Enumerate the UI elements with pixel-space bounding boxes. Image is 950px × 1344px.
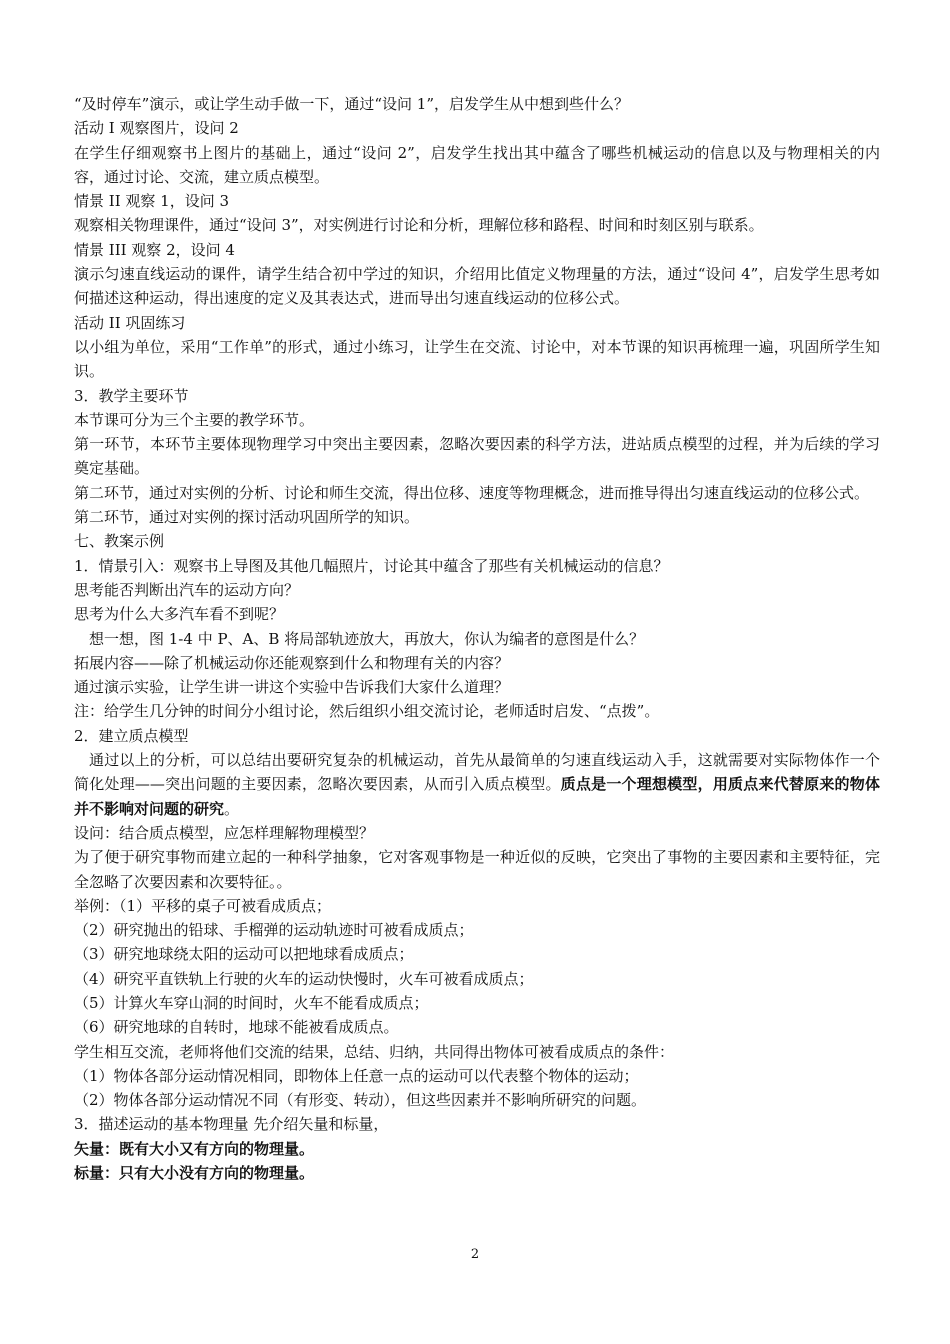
section-heading: 2．建立质点模型 (74, 726, 189, 745)
paragraph: 演示匀速直线运动的课件，请学生结合初中学过的知识，介绍用比值定义物理量的方法，通过“设问 4”，启发学生思考如何描述这种运动，得出速度的定义及其表达式，进而导出匀速直线运动的位移公式。 (74, 265, 880, 308)
paragraph-text: 通过以上的分析，可以总结出要研究复杂的机械运动，首先从最简单的匀速直线运动入手，这就需要对实际物体作一个简化处理——突出问题的主要因素，忽略次要因素，从而引入质点模型。 (74, 751, 880, 794)
paragraph: 思考能否判断出汽车的运动方向？ (74, 580, 300, 599)
scalar-definition: 标量：只有大小没有方向的物理量。 (74, 1164, 315, 1183)
paragraph: 第一环节，本环节主要体现物理学习中突出主要因素，忽略次要因素的科学方法，进站质点模型的过程，并为后续的学习奠定基础。 (74, 435, 880, 478)
list-item: （6）研究地球的自转时，地球不能被看成质点。 (74, 1018, 399, 1037)
paragraph: 第二环节，通过对实例的探讨活动巩固所学的知识。 (74, 508, 420, 527)
section-heading: 活动 I 观察图片，设问 2 (74, 119, 239, 138)
paragraph: 拓展内容——除了机械运动你还能观察到什么和物理有关的内容？ (74, 653, 510, 672)
section-heading: 情景 III 观察 2，设问 4 (74, 240, 235, 259)
list-item: 举例：（1）平移的桌子可被看成质点； (74, 896, 332, 915)
bold-definition (74, 1161, 880, 1185)
bold-definition (74, 1137, 880, 1161)
paragraph: 思考为什么大多汽车看不到呢？ (74, 605, 285, 624)
paragraph-text: 。 (224, 799, 240, 818)
list-item: （2）研究抛出的铅球、手榴弹的运动轨迹时可被看成质点； (74, 921, 474, 940)
list-item: （2）物体各部分运动情况不同（有形变、转动），但这些因素并不影响所研究的问题。 (74, 1091, 647, 1110)
section-heading: 七、教案示例 (74, 532, 165, 551)
paragraph: “及时停车”演示，或让学生动手做一下，通过“设问 1”，启发学生从中想到些什么？ (74, 95, 629, 113)
paragraph: 本节课可分为三个主要的教学环节。 (74, 410, 315, 429)
section-heading: 活动 II 巩固练习 (74, 313, 186, 332)
paragraph: 以小组为单位，采用“工作单”的形式，通过小练习，让学生在交流、讨论中，对本节课的知识再梳理一遍，巩固所学生知识。 (74, 337, 880, 381)
note-paragraph: 注：给学生几分钟的时间分小组讨论，然后组织小组交流讨论，老师适时启发、“点拨”。 (74, 702, 660, 721)
paragraph: 学生相互交流，老师将他们交流的结果，总结、归纳，共同得出物体可被看成质点的条件： (74, 1042, 675, 1061)
paragraph: 第二环节，通过对实例的分析、讨论和师生交流，得出位移、速度等物理概念，进而推导得出匀速直线运动的位移公式。 (74, 483, 870, 502)
paragraph (74, 748, 880, 821)
paragraph: 1．情景引入：观察书上导图及其他几幅照片，讨论其中蕴含了那些有关机械运动的信息？ (74, 556, 669, 575)
document-body (74, 92, 880, 1185)
list-item: （3）研究地球绕太阳的运动可以把地球看成质点； (74, 945, 414, 964)
paragraph: 通过演示实验，让学生讲一讲这个实验中告诉我们大家什么道理？ (74, 678, 510, 697)
vector-definition: 矢量：既有大小又有方向的物理量。 (74, 1139, 315, 1158)
list-item: （5）计算火车穿山洞的时间时，火车不能看成质点； (74, 993, 429, 1012)
list-item: （1）物体各部分运动情况相同，即物体上任意一点的运动可以代表整个物体的运动； (74, 1066, 639, 1085)
paragraph: 在学生仔细观察书上图片的基础上，通过“设问 2”，启发学生找出其中蕴含了哪些机械运动的信息以及与物理相关的内容，通过讨论、交流，建立质点模型。 (74, 143, 880, 186)
paragraph: 设问：结合质点模型，应怎样理解物理模型？ (74, 823, 375, 842)
page-number: 2 (470, 1247, 480, 1262)
section-heading: 3．教学主要环节 (74, 386, 189, 405)
paragraph: 想一想，图 1-4 中 P、A、B 将局部轨迹放大，再放大，你认为编者的意图是什么？ (89, 629, 645, 648)
list-item: （4）研究平直铁轨上行驶的火车的运动快慢时，火车可被看成质点； (74, 969, 534, 988)
section-heading: 3．描述运动的基本物理量 先介绍矢量和标量， (74, 1115, 389, 1134)
bold-definition: 质点是一个理想模型，用质点来代替原来的物体并不影响对问题的研究 (74, 775, 880, 818)
paragraph: 观察相关物理课件，通过“设问 3”，对实例进行讨论和分析，理解位移和路程、时间和时刻区别与联系。 (74, 216, 764, 235)
paragraph: 为了便于研究事物而建立起的一种科学抽象，它对客观事物是一种近似的反映，它突出了事物的主要因素和主要特征，完全忽略了次要因素和次要特征。。 (74, 848, 880, 891)
section-heading: 情景 II 观察 1，设问 3 (74, 192, 230, 211)
